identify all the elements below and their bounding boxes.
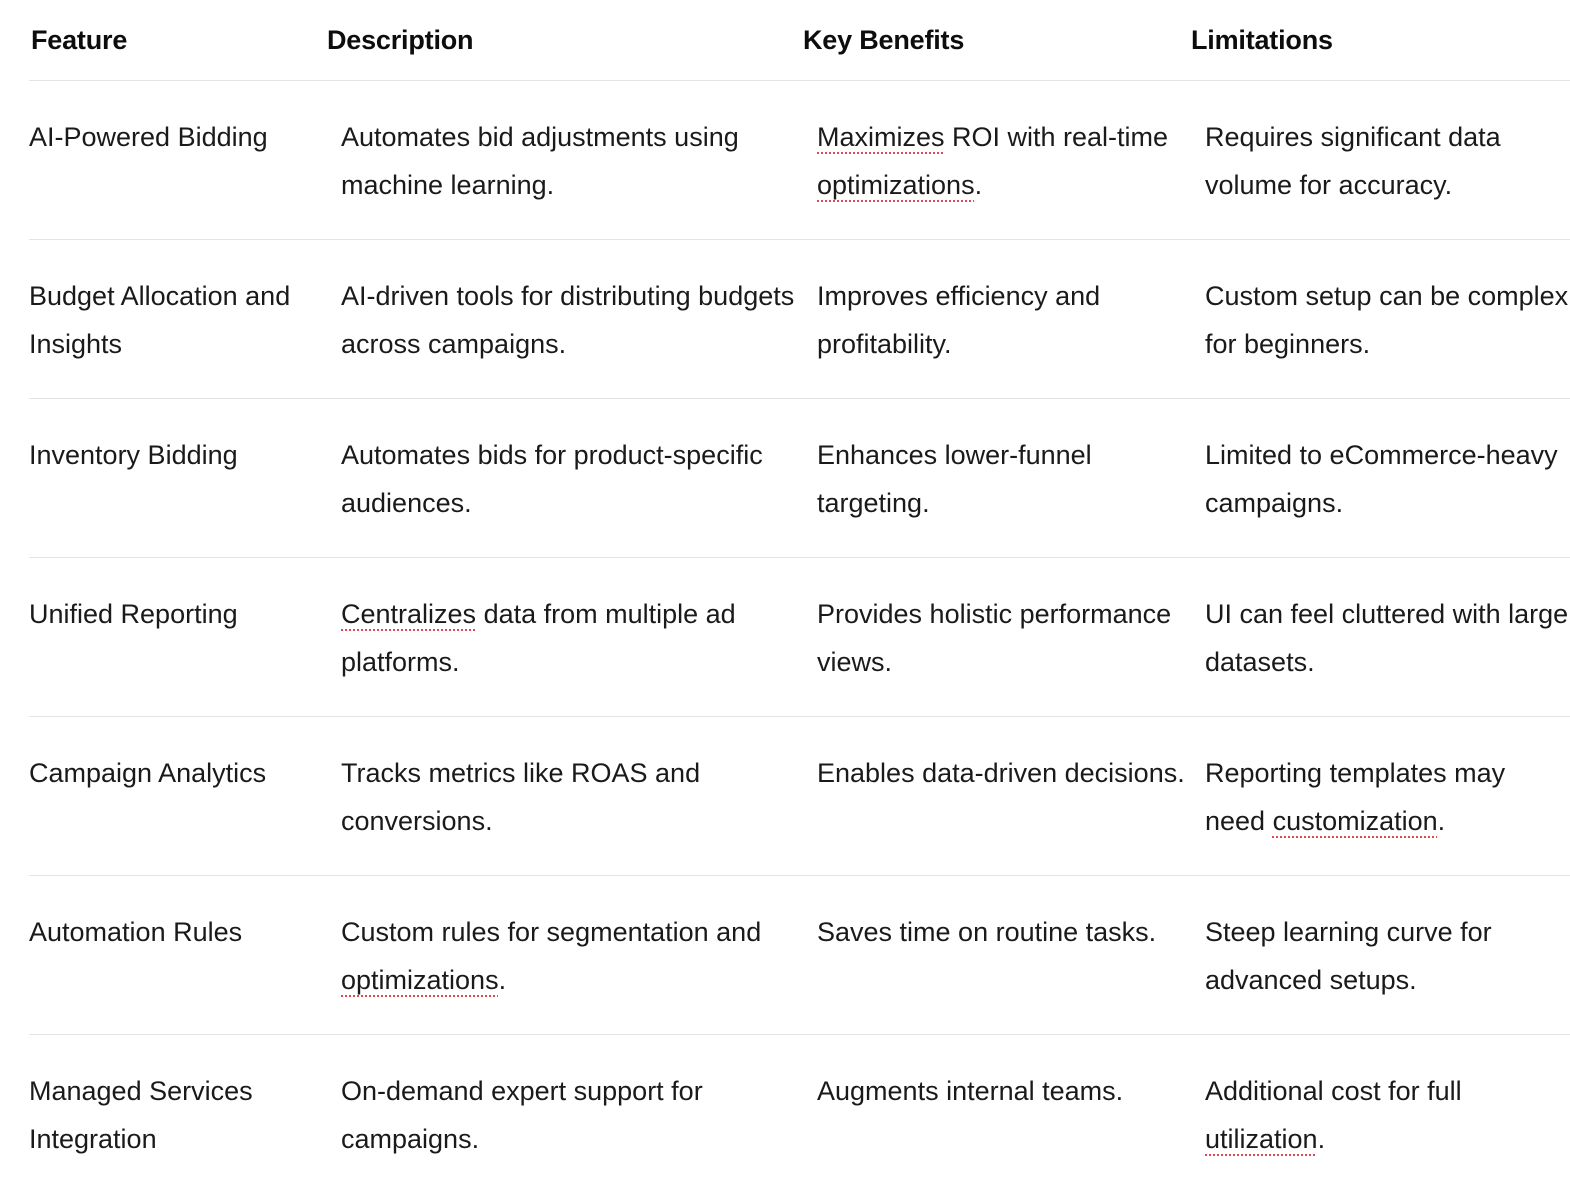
cell-limitations [1191,717,1570,876]
misspelled-word[interactable]: utilization [1205,1124,1318,1154]
text-fragment: Reporting templates may need [1205,758,1506,836]
cell-benefits: Enables data-driven decisions. [803,717,1191,876]
text-fragment: Additional cost for full [1205,1076,1462,1106]
text-fragment: ROI with real-time [944,122,1169,152]
feature-comparison-table [29,0,1570,1193]
table-row [29,876,1570,1035]
cell-feature: Campaign Analytics [29,717,327,876]
cell-limitations: Requires significant data volume for accuracy. [1191,81,1570,240]
table-row [29,81,1570,240]
cell-description [327,558,803,717]
header-feature: Feature [29,0,327,81]
cell-feature: Automation Rules [29,876,327,1035]
cell-description: Automates bid adjustments using machine learning. [327,81,803,240]
cell-description: Tracks metrics like ROAS and conversions. [327,717,803,876]
misspelled-word[interactable]: optimizations [341,965,499,995]
table-row [29,717,1570,876]
comparison-table-container [29,0,1570,1193]
cell-feature: Unified Reporting [29,558,327,717]
cell-benefits: Augments internal teams. [817,1076,1124,1106]
text-fragment: . [1317,1124,1326,1154]
header-key-benefits: Key Benefits [803,0,1191,81]
cell-feature: Inventory Bidding [29,399,327,558]
table-row [29,399,1570,558]
text-fragment: . [974,170,983,200]
table-body [29,81,1570,1194]
table-header [29,0,1570,81]
cell-benefits: Enhances lower-funnel targeting. [803,399,1191,558]
cell-description: On-demand expert support for campaigns. [341,1076,703,1154]
table-row [29,558,1570,717]
header-row [29,0,1570,81]
text-fragment: . [498,965,507,995]
cell-benefits: Provides holistic performance views. [803,558,1191,717]
cell-feature: Budget Allocation and Insights [29,240,327,399]
text-fragment: data from multiple ad platforms. [341,599,736,677]
cell-limitations: UI can feel cluttered with large datasets. [1191,558,1570,717]
cell-description: Automates bids for product-specific audiences. [327,399,803,558]
cell-feature: AI-Powered Bidding [29,81,327,240]
cell-limitations: Custom setup can be complex for beginners. [1191,240,1570,399]
misspelled-word[interactable]: optimizations [817,170,975,200]
table-row [29,240,1570,399]
header-description: Description [327,0,803,81]
cell-benefits [803,81,1191,240]
cell-benefits: Improves efficiency and profitability. [803,240,1191,399]
text-fragment: . [1437,806,1446,836]
cell-description [327,876,803,1035]
cell-feature: Managed Services Integration [29,1076,253,1154]
text-fragment: Custom rules for segmentation and [341,917,762,947]
misspelled-word[interactable]: Centralizes [341,599,477,629]
cell-limitations: Steep learning curve for advanced setups. [1191,876,1570,1035]
table-row [29,1035,1570,1194]
misspelled-word[interactable]: Maximizes [817,122,945,152]
cell-limitations [1191,1035,1570,1194]
cell-benefits: Saves time on routine tasks. [803,876,1191,1035]
cell-limitations: Limited to eCommerce-heavy campaigns. [1191,399,1570,558]
header-limitations: Limitations [1191,0,1570,81]
cell-description: AI-driven tools for distributing budgets across campaigns. [327,240,803,399]
misspelled-word[interactable]: customization [1272,806,1438,836]
